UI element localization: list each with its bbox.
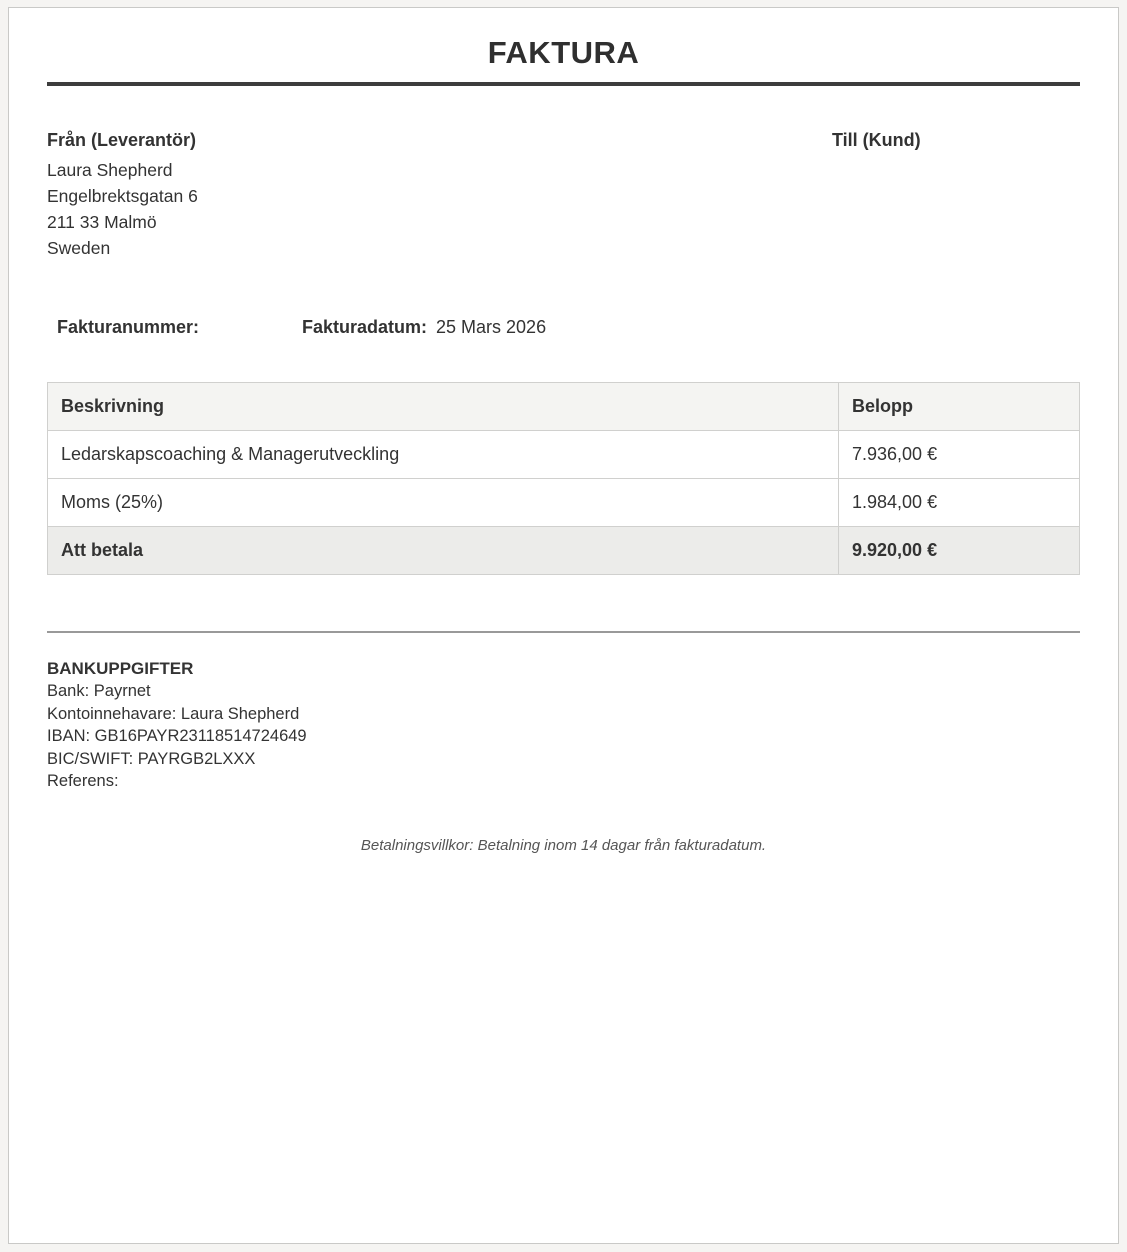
supplier-city: 211 33 Malmö <box>47 212 157 232</box>
amount-column-header: Belopp <box>839 383 1080 431</box>
invoice-page <box>8 7 1119 1244</box>
invoice-date-value: 25 Mars 2026 <box>436 317 547 337</box>
invoice-meta-row <box>47 317 1080 338</box>
bank-section-heading: BANKUPPGIFTER <box>47 659 194 678</box>
bank-name-line: Bank: Payrnet <box>47 682 151 700</box>
description-column-header: Beskrivning <box>48 383 839 431</box>
description-cell: Ledarskapscoaching & Managerutveckling <box>48 431 839 479</box>
invoice-date-label: Fakturadatum: <box>302 317 428 337</box>
payment-terms: Betalningsvillkor: Betalning inom 14 dagar från fakturadatum. <box>360 836 767 854</box>
bic-swift-line: BIC/SWIFT: PAYRGB2LXXX <box>47 749 256 768</box>
customer-label: Till (Kund) <box>832 130 921 150</box>
bank-details-section <box>47 657 1080 793</box>
supplier-country: Sweden <box>47 238 111 258</box>
total-row <box>48 527 1080 575</box>
supplier-name: Laura Shepherd <box>47 160 173 180</box>
table-row <box>48 431 1080 479</box>
supplier-label: Från (Leverantör) <box>47 130 197 150</box>
line-items-table <box>47 382 1080 575</box>
title-rule <box>47 82 1080 86</box>
account-holder-line: Kontoinnehavare: Laura Shepherd <box>47 704 300 723</box>
supplier-block <box>47 130 832 261</box>
description-cell: Moms (25%) <box>48 479 839 527</box>
page-title: FAKTURA <box>487 35 640 70</box>
customer-block <box>832 130 1080 261</box>
section-divider <box>47 631 1080 633</box>
reference-line: Referens: <box>47 772 119 790</box>
amount-cell: 7.936,00 € <box>839 431 1080 479</box>
iban-line: IBAN: GB16PAYR23118514724649 <box>47 727 307 745</box>
parties-section <box>47 130 1080 261</box>
invoice-number-label: Fakturanummer: <box>57 317 200 337</box>
total-amount-cell: 9.920,00 € <box>839 527 1080 575</box>
amount-cell: 1.984,00 € <box>839 479 1080 527</box>
supplier-street: Engelbrektsgatan 6 <box>47 186 198 206</box>
table-row <box>48 479 1080 527</box>
total-label-cell: Att betala <box>48 527 839 575</box>
table-header-row <box>48 383 1080 431</box>
